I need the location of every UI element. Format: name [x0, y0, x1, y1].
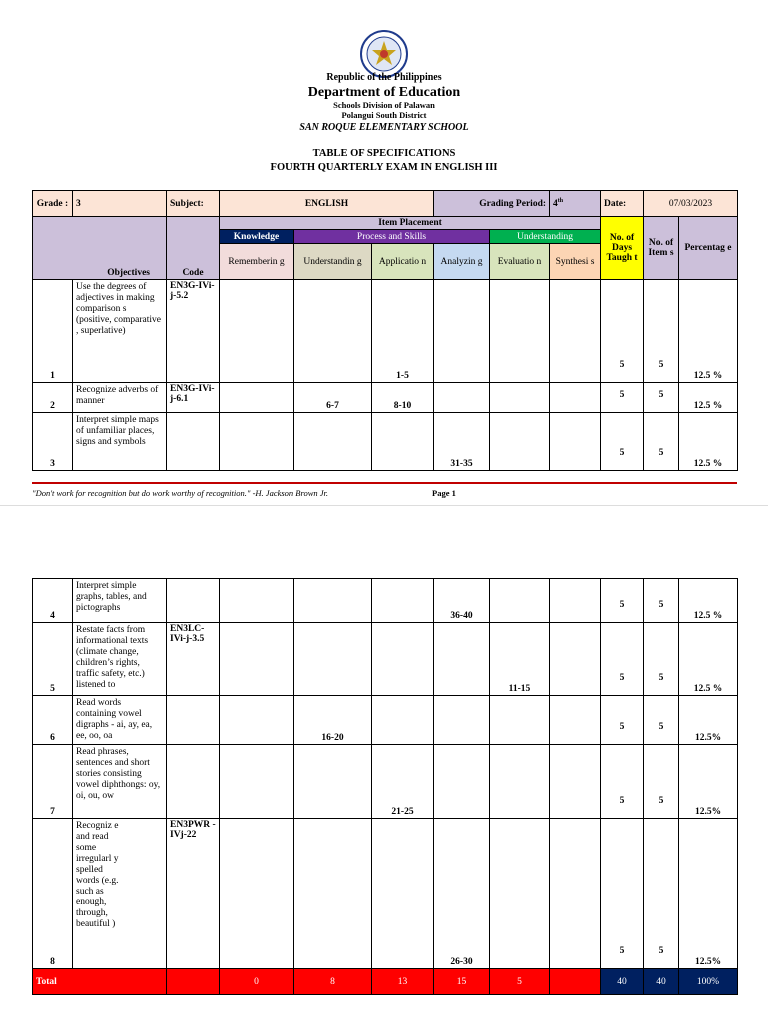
objective-cell: Recognize adverbs of manner [73, 383, 167, 413]
application-header: Applicatio n [372, 244, 434, 280]
analyzing-cell [434, 383, 490, 413]
row-number: 1 [33, 280, 73, 383]
total-row [33, 969, 738, 995]
application-cell [372, 696, 434, 745]
row-number: 8 [33, 819, 73, 969]
objective-cell: Restate facts from informational texts (climate change, children’s rights, traffic safety, etc.) listened to [73, 623, 167, 696]
objective-cell: Use the degrees of adjectives in making comparison s (positive, comparative , superlative) [73, 280, 167, 383]
analyzing-cell: 26-30 [434, 819, 490, 969]
analyzing-cell: 31-35 [434, 413, 490, 471]
grading-period-number: 4 [553, 199, 558, 210]
remembering-cell [220, 819, 294, 969]
code-cell: EN3PWR -IVj-22 [167, 819, 220, 969]
process-skills-header: Process and Skills [294, 230, 490, 244]
row-number: 6 [33, 696, 73, 745]
remembering-cell [220, 696, 294, 745]
days-cell: 5 [601, 280, 644, 383]
understanding-cell [294, 280, 372, 383]
evaluation-cell [490, 745, 550, 819]
code-cell [167, 413, 220, 471]
footer-divider [32, 482, 737, 484]
table-row [33, 579, 738, 623]
application-cell [372, 819, 434, 969]
synthesis-cell [550, 696, 601, 745]
row-number: 7 [33, 745, 73, 819]
percentage-cell: 12.5 % [679, 623, 738, 696]
synthesis-cell [550, 819, 601, 969]
items-cell: 5 [644, 819, 679, 969]
days-cell: 5 [601, 579, 644, 623]
evaluation-cell: 11-15 [490, 623, 550, 696]
understanding-header: Understandin g [294, 244, 372, 280]
understanding-cell: 6-7 [294, 383, 372, 413]
doc-title: TABLE OF SPECIFICATIONS [312, 148, 456, 159]
date-label: Date: [601, 191, 644, 217]
percentage-header: Percentag e [679, 217, 738, 280]
total-percentage: 100% [679, 969, 738, 995]
page-2 [0, 505, 768, 1025]
doc-subtitle: FOURTH QUARTERLY EXAM IN ENGLISH III [270, 162, 498, 173]
table-row [33, 413, 738, 471]
analyzing-cell [434, 280, 490, 383]
evaluation-header: Evaluatio n [490, 244, 550, 280]
evaluation-cell [490, 383, 550, 413]
header-district: Polangui South District [341, 110, 427, 120]
remembering-cell [220, 280, 294, 383]
grading-period-label: Grading Period: [434, 191, 550, 217]
table-row [33, 696, 738, 745]
total-application: 13 [372, 969, 434, 995]
header-school: SAN ROQUE ELEMENTARY SCHOOL [299, 122, 469, 133]
days-cell: 5 [601, 696, 644, 745]
tos-table-part2 [32, 578, 738, 995]
percentage-cell: 12.5 % [679, 413, 738, 471]
percentage-cell: 12.5 % [679, 579, 738, 623]
table-row [33, 745, 738, 819]
row-number: 4 [33, 579, 73, 623]
application-cell [372, 579, 434, 623]
code-cell: EN3LC-IVi-j-3.5 [167, 623, 220, 696]
grade-label: Grade : [33, 191, 73, 217]
remembering-cell [220, 579, 294, 623]
remembering-cell [220, 383, 294, 413]
total-code-cell [167, 969, 220, 995]
application-cell: 21-25 [372, 745, 434, 819]
application-cell: 1-5 [372, 280, 434, 383]
understanding-cell [294, 745, 372, 819]
row-number: 3 [33, 413, 73, 471]
page-number: Page 1 [432, 488, 456, 498]
evaluation-cell [490, 280, 550, 383]
total-items: 40 [644, 969, 679, 995]
synthesis-cell [550, 280, 601, 383]
analyzing-cell [434, 623, 490, 696]
items-header: No. of Item s [644, 217, 679, 280]
total-remembering: 0 [220, 969, 294, 995]
analyzing-cell [434, 745, 490, 819]
objective-cell: Interpret simple graphs, tables, and pictographs [73, 579, 167, 623]
knowledge-header: Knowledge [220, 230, 294, 244]
code-cell [167, 745, 220, 819]
total-evaluation: 5 [490, 969, 550, 995]
grading-period-suffix: th [557, 197, 564, 204]
remembering-cell [220, 623, 294, 696]
understanding-cell [294, 413, 372, 471]
percentage-cell: 12.5% [679, 696, 738, 745]
header-republic: Republic of the Philippines [326, 72, 442, 83]
evaluation-cell [490, 696, 550, 745]
synthesis-cell [550, 383, 601, 413]
percentage-cell: 12.5 % [679, 280, 738, 383]
days-cell: 5 [601, 383, 644, 413]
page-1 [0, 0, 768, 505]
row-number: 5 [33, 623, 73, 696]
subject-label: Subject: [167, 191, 220, 217]
analyzing-cell [434, 696, 490, 745]
understanding-cell: 16-20 [294, 696, 372, 745]
deped-seal-icon [360, 30, 408, 78]
analyzing-cell: 36-40 [434, 579, 490, 623]
item-placement-header: Item Placement [220, 217, 601, 230]
remembering-header: Rememberin g [220, 244, 294, 280]
footer-quote: "Don't work for recognition but do work worthy of recognition." -H. Jackson Brown Jr. [32, 488, 329, 498]
objective-cell: Recogniz e and read some irregularl y spelled words (e.g. such as enough, through, beautiful ) [73, 819, 167, 969]
understanding-cell [294, 623, 372, 696]
evaluation-cell [490, 819, 550, 969]
code-cell [167, 579, 220, 623]
objective-cell: Read words containing vowel digraphs - ai, ay, ea, ee, oo, oa [73, 696, 167, 745]
synthesis-header: Synthesi s [550, 244, 601, 280]
remembering-cell [220, 413, 294, 471]
days-cell: 5 [601, 745, 644, 819]
items-cell: 5 [644, 745, 679, 819]
days-cell: 5 [601, 623, 644, 696]
code-cell: EN3G-IVi-j-5.2 [167, 280, 220, 383]
date-value: 07/03/2023 [644, 191, 738, 217]
total-understanding: 8 [294, 969, 372, 995]
code-cell [167, 696, 220, 745]
row-number: 2 [33, 383, 73, 413]
total-label: Total [33, 969, 167, 995]
days-taught-header: No. of Days Taugh t [601, 217, 644, 280]
synthesis-cell [550, 413, 601, 471]
header-division: Schools Division of Palawan [333, 100, 435, 110]
total-days: 40 [601, 969, 644, 995]
analyzing-header: Analyzin g [434, 244, 490, 280]
code-cell: EN3G-IVi-j-6.1 [167, 383, 220, 413]
table-row [33, 623, 738, 696]
synthesis-cell [550, 579, 601, 623]
objectives-header: Objectives [33, 217, 167, 280]
remembering-cell [220, 745, 294, 819]
subject-value: ENGLISH [220, 191, 434, 217]
evaluation-cell [490, 579, 550, 623]
table-row [33, 819, 738, 969]
application-cell [372, 623, 434, 696]
items-cell: 5 [644, 413, 679, 471]
synthesis-cell [550, 623, 601, 696]
header-department: Department of Education [307, 85, 461, 100]
application-cell [372, 413, 434, 471]
days-cell: 5 [601, 819, 644, 969]
percentage-cell: 12.5% [679, 745, 738, 819]
items-cell: 5 [644, 579, 679, 623]
items-cell: 5 [644, 383, 679, 413]
code-header: Code [167, 217, 220, 280]
application-cell: 8-10 [372, 383, 434, 413]
table-row [33, 280, 738, 383]
grade-value: 3 [73, 191, 167, 217]
tos-table-part1 [32, 190, 738, 471]
items-cell: 5 [644, 280, 679, 383]
understanding-cell [294, 819, 372, 969]
total-analyzing: 15 [434, 969, 490, 995]
info-row [33, 191, 738, 217]
evaluation-cell [490, 413, 550, 471]
total-synthesis [550, 969, 601, 995]
items-cell: 5 [644, 696, 679, 745]
percentage-cell: 12.5 % [679, 383, 738, 413]
grading-period-value [550, 191, 601, 217]
objective-cell: Read phrases, sentences and short stories consisting vowel diphthongs: oy, oi, ou, ow [73, 745, 167, 819]
days-cell: 5 [601, 413, 644, 471]
objective-cell: Interpret simple maps of unfamiliar places, signs and symbols [73, 413, 167, 471]
items-cell: 5 [644, 623, 679, 696]
synthesis-cell [550, 745, 601, 819]
table-row [33, 383, 738, 413]
understanding-cell [294, 579, 372, 623]
percentage-cell: 12.5% [679, 819, 738, 969]
understanding-group-header: Understanding [490, 230, 601, 244]
